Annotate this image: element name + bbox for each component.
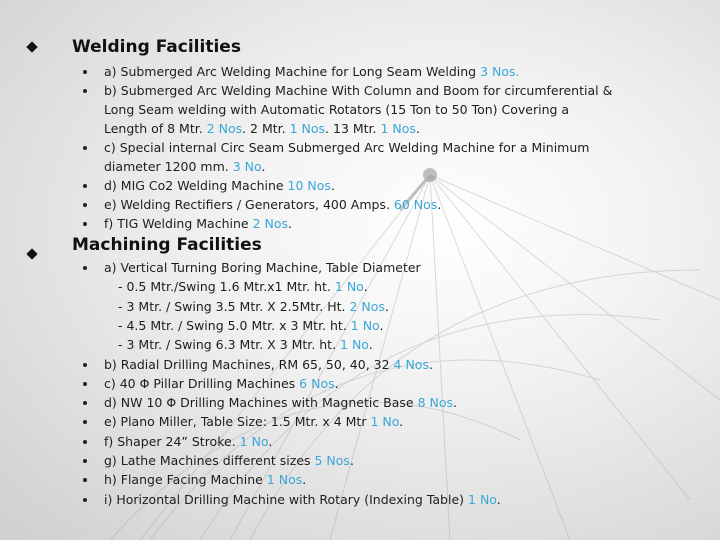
item-text: b) Radial Drilling Machines, RM 65, 50, 40, 32 xyxy=(104,356,394,372)
section-title-welding: Welding Facilities xyxy=(72,37,241,57)
list-item xyxy=(104,259,421,277)
item-text: . xyxy=(334,375,339,391)
item-text: c) Special internal Circ Seam Submerged Arc Welding Machine for a Minimum xyxy=(104,140,590,155)
item-text: . xyxy=(363,279,368,295)
list-item xyxy=(104,177,335,195)
list-item xyxy=(104,120,420,138)
list-item xyxy=(104,452,354,470)
item-text: diameter 1200 mm. xyxy=(104,159,233,174)
bullet-dot-icon xyxy=(83,440,87,444)
diamond-bullet-icon xyxy=(26,41,37,52)
item-text: h) Flange Facing Machine xyxy=(104,472,267,488)
bullet-dot-icon xyxy=(83,363,87,367)
quantity-label: 1 Nos xyxy=(266,472,303,488)
item-text: - 3 Mtr. / Swing 3.5 Mtr. X 2.5Mtr. Ht. xyxy=(118,298,350,314)
item-text: f) TIG Welding Machine xyxy=(104,216,253,231)
item-text: . xyxy=(302,472,307,488)
bullet-dot-icon xyxy=(83,222,87,226)
list-item xyxy=(104,101,569,119)
item-text: d) MIG Co2 Welding Machine xyxy=(104,178,288,193)
bullet-dot-icon xyxy=(83,382,87,386)
item-text: . xyxy=(384,298,389,314)
item-text: a) Vertical Turning Boring Machine, Table Diameter xyxy=(104,260,421,275)
quantity-label: 10 Nos xyxy=(287,178,331,193)
list-item xyxy=(104,215,292,233)
quantity-label: 2 Nos xyxy=(206,121,243,136)
quantity-label: 1 No xyxy=(468,491,497,507)
item-text: a) Submerged Arc Welding Machine for Long Seam Welding xyxy=(104,64,481,79)
bullet-dot-icon xyxy=(83,266,87,270)
quantity-label: 5 Nos xyxy=(314,453,350,468)
item-text: e) Plano Miller, Table Size: 1.5 Mtr. x 4 Mtr xyxy=(104,414,371,430)
item-text: . xyxy=(368,337,373,353)
quantity-label: 1 No xyxy=(370,414,400,430)
list-item xyxy=(104,158,265,176)
item-text: Long Seam welding with Automatic Rotators (15 Ton to 50 Ton) Covering a xyxy=(104,102,570,117)
item-text: Length of 8 Mtr. xyxy=(104,121,207,136)
bullet-dot-icon xyxy=(83,459,87,463)
item-text: e) Welding Rectifiers / Generators, 400 Amps. xyxy=(104,197,394,212)
list-item xyxy=(104,471,306,489)
bullet-dot-icon xyxy=(83,70,87,74)
bullet-dot-icon xyxy=(83,146,87,150)
item-text: f) Shaper 24” Stroke. xyxy=(104,433,240,449)
quantity-label: 3 Nos. xyxy=(480,64,520,79)
list-item xyxy=(118,336,373,354)
quantity-label: 6 Nos xyxy=(299,375,335,391)
quantity-label: 1 No xyxy=(340,337,369,353)
item-text: . 2 Mtr. xyxy=(242,121,290,136)
quantity-label: 4 Nos xyxy=(393,356,429,372)
item-text: g) Lathe Machines different sizes xyxy=(104,453,315,468)
list-item xyxy=(104,82,612,100)
item-text: d) NW 10 Φ Drilling Machines with Magnetic Base xyxy=(104,395,418,411)
item-text: . xyxy=(453,395,457,411)
list-item xyxy=(118,298,389,316)
quantity-label: 8 Nos xyxy=(417,395,454,411)
list-item xyxy=(118,278,368,296)
item-text: . xyxy=(415,121,420,136)
item-text: . xyxy=(496,491,501,507)
quantity-label: 60 Nos xyxy=(393,197,438,212)
item-text: . xyxy=(399,414,404,430)
item-text: . xyxy=(428,356,433,372)
item-text: . xyxy=(261,159,266,174)
item-text: . xyxy=(288,216,292,231)
quantity-label: 1 Nos xyxy=(289,121,326,136)
list-item xyxy=(104,63,519,81)
item-text: . xyxy=(379,317,384,333)
bullet-dot-icon xyxy=(83,420,87,424)
item-text: . xyxy=(330,178,335,193)
quantity-label: 2 Nos xyxy=(349,298,385,314)
item-text: - 0.5 Mtr./Swing 1.6 Mtr.x1 Mtr. ht. xyxy=(118,279,335,295)
list-item xyxy=(104,394,457,412)
quantity-label: 1 No xyxy=(350,317,380,333)
list-item xyxy=(104,196,441,214)
item-text: - 3 Mtr. / Swing 6.3 Mtr. X 3 Mtr. ht. xyxy=(118,337,341,353)
quantity-label: 2 Nos xyxy=(252,216,288,231)
bullet-dot-icon xyxy=(83,498,87,502)
quantity-label: 1 Nos xyxy=(380,121,416,136)
item-text: . xyxy=(437,197,442,212)
bullet-dot-icon xyxy=(83,401,87,405)
quantity-label: 1 No xyxy=(239,433,269,449)
list-item xyxy=(104,356,433,374)
item-text: . xyxy=(349,453,354,468)
list-item xyxy=(104,433,272,451)
quantity-label: 1 No xyxy=(334,279,364,295)
list-item xyxy=(118,317,383,335)
list-item xyxy=(104,413,403,431)
list-item xyxy=(104,139,589,157)
item-text: i) Horizontal Drilling Machine with Rotary (Indexing Table) xyxy=(104,491,469,507)
list-item xyxy=(104,491,501,509)
bullet-dot-icon xyxy=(83,478,87,482)
item-text: c) 40 Φ Pillar Drilling Machines xyxy=(104,375,300,391)
section-title-machining: Machining Facilities xyxy=(72,235,262,255)
list-item xyxy=(104,375,339,393)
bullet-dot-icon xyxy=(83,89,87,93)
item-text: - 4.5 Mtr. / Swing 5.0 Mtr. x 3 Mtr. ht. xyxy=(118,317,351,333)
item-text: b) Submerged Arc Welding Machine With Column and Boom for circumferential & xyxy=(104,83,613,98)
item-text: . xyxy=(268,433,273,449)
bullet-dot-icon xyxy=(83,203,87,207)
diamond-bullet-icon xyxy=(26,248,37,259)
item-text: . 13 Mtr. xyxy=(325,121,381,136)
quantity-label: 3 No xyxy=(232,159,262,174)
bullet-dot-icon xyxy=(83,184,87,188)
